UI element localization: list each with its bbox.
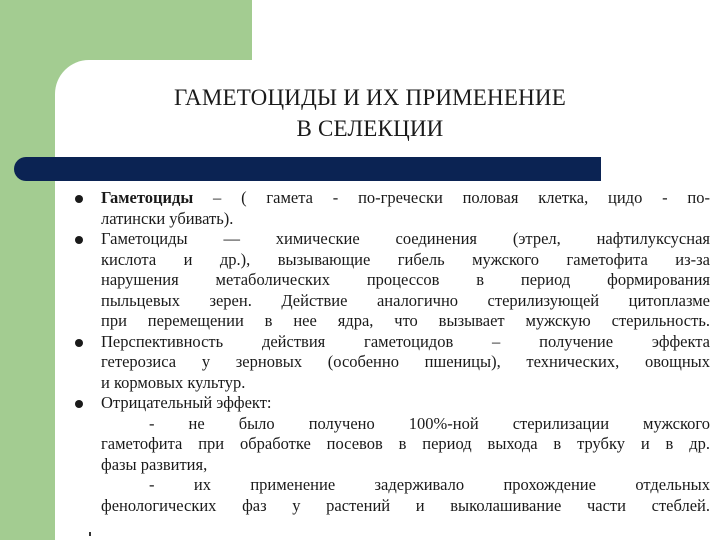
decor-green-strip [0,198,55,540]
bullet-dot [75,400,83,408]
slide-title-line-2: В СЕЛЕКЦИИ [296,116,444,141]
bullet-item-definition [75,188,710,229]
bullet-item-negative-effect [75,393,710,516]
bullet-line: фазы развития, [101,454,208,474]
bullet-line: - их применение задерживало прохождение отдельных [149,475,710,494]
bullet-dot [75,195,83,203]
slide-title-line-1: ГАМЕТОЦИДЫ И ИХ ПРИМЕНЕНИЕ [174,85,566,110]
bullet-line: - не было получено 100%-ной стерилизации мужского [149,413,710,433]
slide-title [70,82,670,144]
title-divider-bar [14,157,601,181]
bullet-line [101,188,710,209]
bullet-line: нарушения метаболических процессов в период формирования [101,270,710,289]
bullet-line: пыльцевых зерен. Действие аналогично стерилизующей цитоплазме [101,290,710,310]
bullet-line: Перспективность действия гаметоцидов – получение эффекта [101,331,710,351]
bullet-item-chemicals [75,229,710,332]
bullet-line: фенологических фаз у растений и выколашивание части стеблей. [101,495,710,515]
decor-tick-mark [89,532,91,536]
bullet-line: при перемещении в нее ядра, что вызывает мужскую стерильность. [101,311,710,330]
bullet-line: гаметофита при обработке посевов в период выхода в трубку и в др. [101,434,710,453]
bullet-line: Гаметоциды — химические соединения (этрел, нафтилуксусная [101,229,710,248]
bullet-line: латински убивать). [101,208,234,228]
bullet-line: кислота и др.), вызывающие гибель мужского гаметофита из-за [101,249,710,269]
bullet-line: гетерозиса у зерновых (особенно пшеницы), технических, овощных [101,352,710,371]
bullet-dot [75,339,83,347]
bullet-line: и кормовых культур. [101,372,246,392]
bullet-term: Гаметоциды [101,188,194,207]
bullet-line: Отрицательный эффект: [101,393,272,412]
bullet-text: – ( гамета - по-гречески половая клетка, цидо - по- [193,188,710,207]
bullet-dot [75,236,83,244]
bullet-item-prospects [75,332,710,394]
bullet-list [75,188,710,516]
